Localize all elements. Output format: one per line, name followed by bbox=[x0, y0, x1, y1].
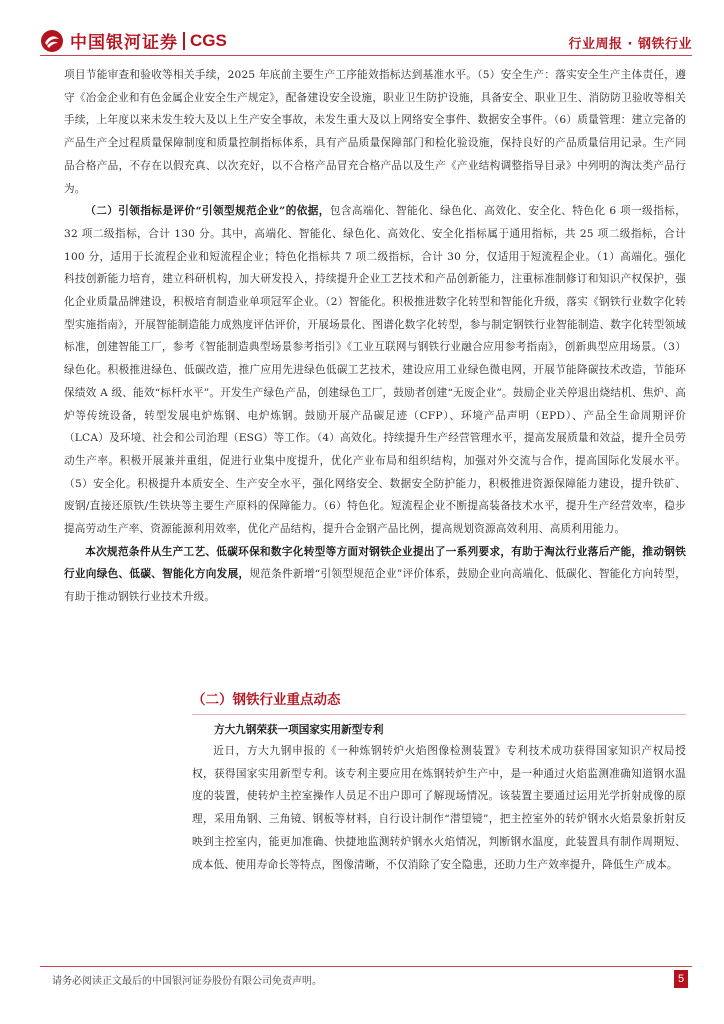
page-number: 5 bbox=[674, 970, 688, 988]
body-text bbox=[64, 64, 686, 609]
logo-divider bbox=[183, 32, 185, 50]
header-divider bbox=[40, 55, 692, 56]
news-heading: 方大九钢荣获一项国家实用新型专利 bbox=[214, 724, 384, 736]
company-logo bbox=[40, 28, 227, 53]
logo-text-cn: 中国银河证券 bbox=[70, 33, 178, 52]
section-heading: （二）钢铁行业重点动态 bbox=[192, 692, 341, 708]
paragraph-lead-indicators bbox=[64, 200, 686, 541]
cgs-logo-icon bbox=[40, 29, 64, 53]
news-body bbox=[192, 740, 686, 876]
paragraph-text: 包含高端化、智能化、绿色化、高效化、安全化、特色化 6 项一级指标，32 项二级指标，合计 130 分。其中，高端化、智能化、绿色化、高效化、安全化指标属于通用指标，共 25 项二级指标，合计 100 分，适用于长流程企业和短流程企业；特色化指标共 7 项二级指标，合计 30 分，仅适用于短流程企业。（1）高端化。强化科技创新能力培育，建立科研机构，加大研发投入，持续提升企业工艺技术和产品创新能力，注重标准制修订和知识产权保护，强化企业质量品牌建设，积极培育制造业单项冠军企业。（2）智能化。积极推进数字化转型和智能化升级，落实《钢铁行业数字化转型实施指南》，开展智能制造能力成熟度评估评价，开展场景化、图谱化数字化转型，参与制定钢铁行业智能制造、数字化转型领域标准，创建智能工厂，参考《智能制造典型场景参考指引》《工业互联网与钢铁行业融合应用参考指南》，创新典型应用场景。（3）绿色化。积极推进绿色、低碳改造，推广应用先进绿色低碳工艺技术，建设应用工业绿色微电网，开展节能降碳技术改造，节能环保绩效 A 级、能效“标杆水平”。开发生产绿色产品，创建绿色工厂，鼓励者创建“无废企业”。鼓励企业关停退出烧结机、焦炉、高炉等传统设备，转型发展电炉炼钢、电炉炼钢。鼓励开展产品碳足迹（CFP）、环境产品声明（EPD）、产品全生命周期评价（LCA）及环境、社会和公司治理（ESG）等工作。（4）高效化。持续提升生产经营管理水平，提高发展质量和效益，提升全员劳动生产率。积极开展兼并重组，促进行业集中度提升，优化产业布局和组织结构，加强对外交流与合作，提高国际化发展水平。（5）安全化。积极提升本质安全、生产安全水平，强化网络安全、数据安全防护能力，积极推进资源保障能力建设，提升铁矿、废钢/直接还原铁/生铁块等主要生产原料的保障能力。（6）特色化。短流程企业不断提高装备技术水平，提升生产经营效率，稳步提高劳动生产率、资源能源利用效率，优化产品结构，提升合金钢产品比例，提高规划资源高效利用、高质利用能力。 bbox=[64, 205, 686, 536]
report-type: 行业周报 · 钢铁行业 bbox=[568, 37, 692, 52]
page-header bbox=[0, 0, 724, 62]
bold-lead: 本次规范条件从生产工艺、低碳环保和数字化转型等方面对钢铁企业提出了一系列要求，有助于淘汰行业落后产能，推动钢铁行业向绿色、低碳、智能化方向发展， bbox=[64, 545, 686, 581]
paragraph-continuation: 项目节能审查和验收等相关手续，2025 年底前主要生产工序能效指标达到基准水平。（5）安全生产：落实安全生产主体责任，遵守《冶金企业和有色金属企业安全生产规定》，配备建设安全设施，职业卫生防护设施，具备安全、职业卫生、消防防卫验收等相关手续，上年度以来未发生较大及以上生产安全事故，未发生重大及以上网络安全事件、数据安全事件。（6）质量管理：建立完备的产品生产全过程质量保障制度和质量控制指标体系，具有产品质量保障部门和检化验设施，保持良好的产品质量信用记录。生产同品合格产品，不存在以假充真、以次充好，以不合格产品冒充合格产品以及生产《产业结构调整指导目录》中列明的淘汰类产品行为。 bbox=[64, 69, 686, 195]
paragraph-text: 规范条件新增“引领型规范企业”评价体系，鼓励企业向高端化、低碳化、智能化方向转型，有助于推动钢铁行业技术升级。 bbox=[64, 568, 686, 604]
bold-lead: （二）引领指标是评价“引领型规范企业”的依据， bbox=[85, 205, 330, 218]
section-divider bbox=[192, 714, 686, 715]
footer-divider bbox=[40, 966, 692, 967]
logo-text-en: CGS bbox=[190, 30, 227, 50]
paragraph-summary bbox=[64, 541, 686, 609]
footer-disclaimer: 请务必阅读正文最后的中国银河证券股份有限公司免责声明。 bbox=[52, 976, 322, 987]
news-paragraph: 近日，方大九钢申报的《一种炼钢转炉火焰图像检测装置》专利技术成功获得国家知识产权局授权，获得国家实用新型专利。该专利主要应用在炼钢转炉生产中，是一种通过火焰监测准确知道钢水温度的装置，使转炉主控室操作人员足不出户即可了解现场情况。该装置主要通过运用光学折射成像的原理，采用角钢、三角镜、钢板等材料，自行设计制作“潜望镜”，把主控室外的转炉钢水火焰景象折射反映到主控室内，能更加准确、快捷地监测转炉钢水火焰情况，判断钢水温度，此装置具有制作周期短、成本低、使用寿命长等特点，图像清晰，不仅消除了安全隐患，还助力生产效率提升，降低生产成本。 bbox=[192, 745, 686, 871]
